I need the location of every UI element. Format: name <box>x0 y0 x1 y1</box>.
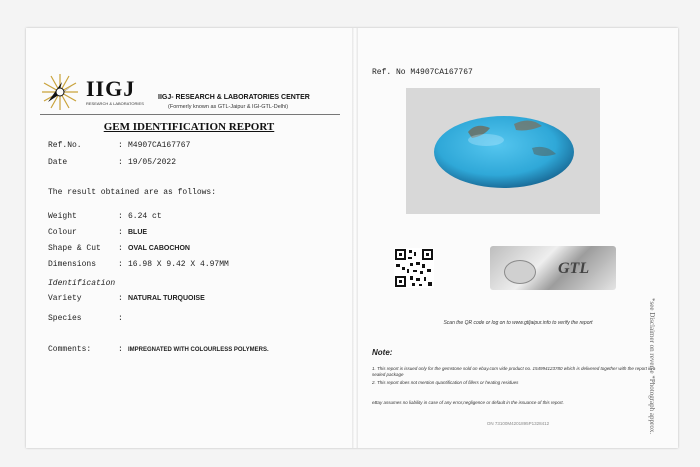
variety-value: NATURAL TURQUOISE <box>128 295 205 302</box>
right-ref-label: Ref. No <box>372 68 406 77</box>
comments-row: Comments: : IMPREGNATED WITH COLOURLESS POLYMERS. <box>48 345 269 354</box>
weight-value: 6.24 <box>128 212 148 221</box>
hologram-emblem-icon <box>504 260 536 284</box>
right-page <box>358 28 678 448</box>
weight-label: Weight <box>48 212 77 221</box>
species-label: Species <box>48 314 82 323</box>
species-row: Species : <box>48 314 123 323</box>
comments-value: IMPREGNATED WITH COLOURLESS POLYMERS. <box>128 347 269 353</box>
qr-code-icon[interactable] <box>394 248 434 288</box>
note-title: Note: <box>372 348 393 357</box>
turquoise-gem-icon <box>406 88 600 214</box>
shape-row: Shape & Cut : OVAL CABOCHON <box>48 244 190 253</box>
note-3: eBay assumes no liability in case of any error,negligence or default in the issuance of this report. <box>372 400 564 405</box>
serial-number: ON 73100M4201895P1328412 <box>486 421 550 426</box>
ref-label: Ref.No. <box>48 141 82 150</box>
sunburst-logo-icon <box>40 72 80 112</box>
hologram-text: GTL <box>558 260 590 277</box>
gemstone-photo <box>406 88 600 214</box>
colour-label: Colour <box>48 228 77 237</box>
dimensions-label: Dimensions <box>48 260 97 269</box>
note-2: 2. This report does not mention quantification of fillers or heating residues <box>372 380 519 385</box>
date-value: 19/05/2022 <box>128 158 177 167</box>
header-divider <box>40 114 340 115</box>
scan-instruction: Scan the QR code or log on to www.gtljaipur.info to verify the report <box>443 320 593 326</box>
dimensions-value: 16.98 X 9.42 X 4.97MM <box>128 260 229 269</box>
right-ref-value: M4907CA167767 <box>410 68 473 77</box>
lab-subtitle: (Formerly known as GTL-Jaipur & IGI-GTL-Delhi) <box>168 104 289 110</box>
date-label: Date <box>48 158 68 167</box>
brand-name: IIGJ <box>86 76 136 101</box>
dimensions-row: Dimensions : 16.98 X 9.42 X 4.97MM <box>48 260 229 269</box>
date-row: Date : 19/05/2022 <box>48 158 177 167</box>
ref-value: M4907CA167767 <box>128 141 191 150</box>
weight-row: Weight : 6.24 ct <box>48 212 162 221</box>
ref-row: Ref.No. : M4907CA167767 <box>48 141 191 150</box>
variety-row: Variety : NATURAL TURQUOISE <box>48 294 205 303</box>
comments-label: Comments: <box>48 345 92 354</box>
report-title: GEM IDENTIFICATION REPORT <box>103 121 275 133</box>
identification-label: Identification <box>48 279 116 288</box>
shape-label: Shape & Cut <box>48 244 101 253</box>
note-1: 1. This report is issued only for the gemstone sold on ebay.com vide product no. 154994123780 which is delivered together with the report in a sealed package <box>372 366 656 377</box>
vertical-disclaimer: *see Disclaimer on reverse *Photograph approx. <box>648 298 656 435</box>
result-line: The result obtained are as follows: <box>48 188 217 197</box>
right-ref-row <box>372 68 473 77</box>
lab-title: IIGJ- RESEARCH & LABORATORIES CENTER <box>158 94 310 101</box>
variety-label: Variety <box>48 294 82 303</box>
hologram-seal <box>490 246 616 290</box>
brand-subtitle: RESEARCH & LABORATORIES <box>86 101 144 106</box>
left-page <box>26 28 352 448</box>
colour-row: Colour : BLUE <box>48 228 148 237</box>
weight-unit: ct <box>152 212 162 221</box>
colour-value: BLUE <box>128 229 148 236</box>
shape-value: OVAL CABOCHON <box>128 245 190 252</box>
